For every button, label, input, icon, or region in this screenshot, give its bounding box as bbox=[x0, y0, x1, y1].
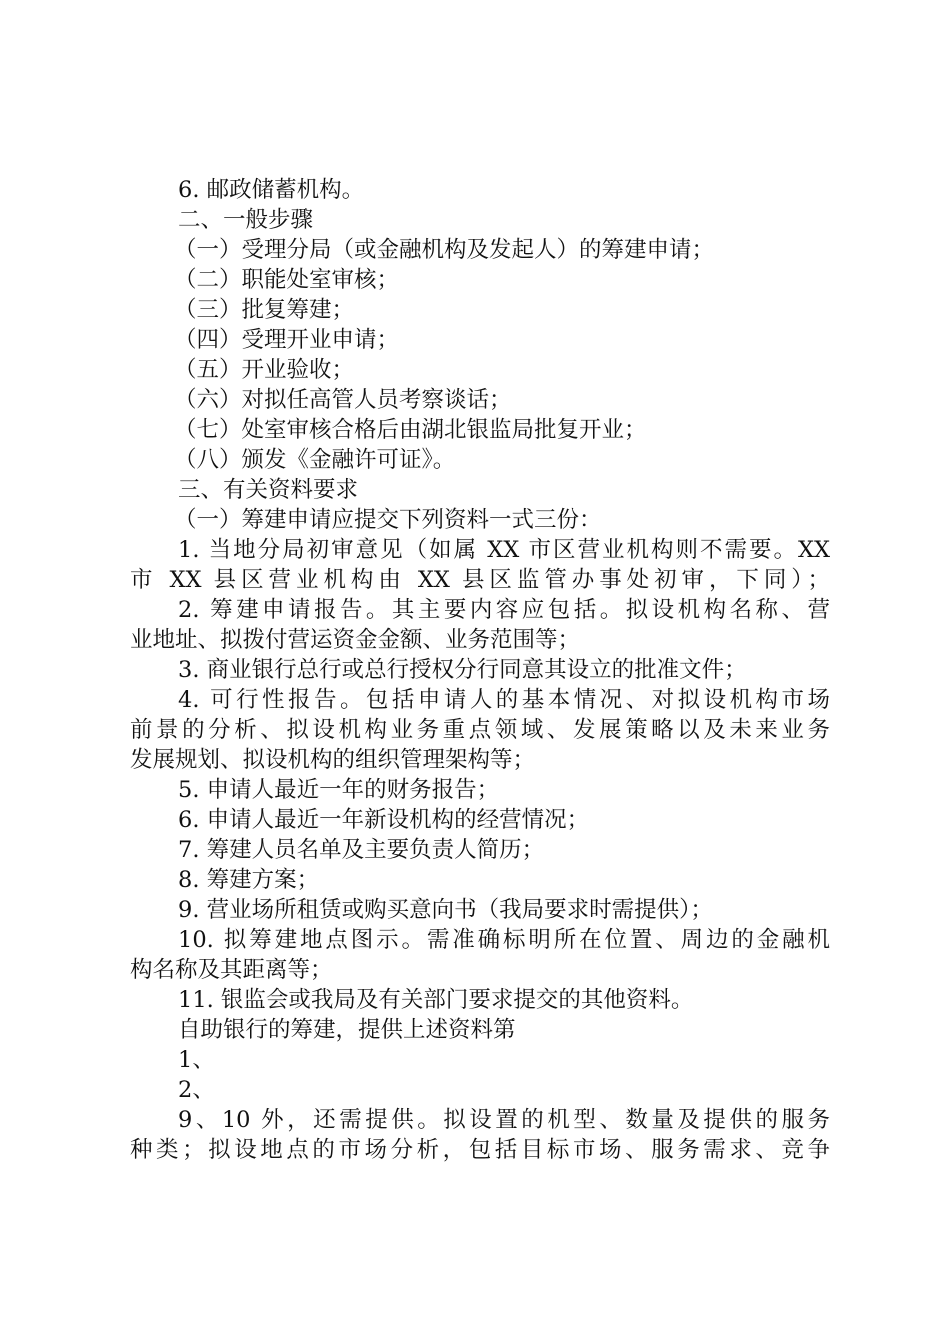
list-item: 2. 筹建申请报告。其主要内容应包括。拟设机构名称、营 bbox=[178, 597, 830, 623]
step-item: （二）职能处室审核； bbox=[174, 267, 400, 293]
section-heading: 二、一般步骤 bbox=[178, 207, 314, 233]
list-item: 4. 可行性报告。包括申请人的基本情况、对拟设机构市场 bbox=[178, 687, 830, 713]
paragraph-line: 种类；拟设地点的市场分析，包括目标市场、服务需求、竞争 bbox=[130, 1137, 830, 1163]
list-item: 5. 申请人最近一年的财务报告； bbox=[178, 777, 500, 803]
step-item: （一）受理分局（或金融机构及发起人）的筹建申请； bbox=[174, 237, 715, 263]
list-item-continuation: 构名称及其距离等； bbox=[130, 957, 333, 983]
step-item: （四）受理开业申请； bbox=[174, 327, 400, 353]
subsection-heading: （一）筹建申请应提交下列资料一式三份： bbox=[174, 507, 602, 533]
list-item: 11. 银监会或我局及有关部门要求提交的其他资料。 bbox=[178, 987, 694, 1013]
list-item: 8. 筹建方案； bbox=[178, 867, 320, 893]
step-item: （六）对拟任高管人员考察谈话； bbox=[174, 387, 512, 413]
step-item: （七）处室审核合格后由湖北银监局批复开业； bbox=[174, 417, 647, 443]
list-item: 10. 拟筹建地点图示。需准确标明所在位置、周边的金融机 bbox=[178, 927, 830, 953]
list-item: 3. 商业银行总行或总行授权分行同意其设立的批准文件； bbox=[178, 657, 747, 683]
list-item-continuation: 发展规划、拟设机构的组织管理架构等； bbox=[130, 747, 536, 773]
list-item: 9. 营业场所租赁或购买意向书（我局要求时需提供）； bbox=[178, 897, 713, 923]
paragraph-line: 9、10 外，还需提供。拟设置的机型、数量及提供的服务 bbox=[178, 1107, 830, 1133]
section-heading: 三、有关资料要求 bbox=[178, 477, 359, 503]
text-line: 6. 邮政储蓄机构。 bbox=[178, 177, 365, 203]
step-item: （八）颁发《金融许可证》。 bbox=[174, 447, 456, 473]
list-item-continuation: 市 XX 县区营业机构由 XX 县区监管办事处初审，下同）； bbox=[130, 567, 830, 593]
paragraph-line: 1、 bbox=[178, 1047, 215, 1073]
step-item: （五）开业验收； bbox=[174, 357, 355, 383]
list-item: 6. 申请人最近一年新设机构的经营情况； bbox=[178, 807, 590, 833]
paragraph-line: 自助银行的筹建，提供上述资料第 bbox=[178, 1017, 516, 1043]
list-item: 7. 筹建人员名单及主要负责人简历； bbox=[178, 837, 545, 863]
step-item: （三）批复筹建； bbox=[174, 297, 355, 323]
paragraph-line: 2、 bbox=[178, 1077, 215, 1103]
document-body bbox=[130, 175, 830, 1165]
list-item: 1. 当地分局初审意见（如属 XX 市区营业机构则不需要。XX bbox=[178, 537, 830, 563]
list-item-continuation: 前景的分析、拟设机构业务重点领域、发展策略以及未来业务 bbox=[130, 717, 830, 743]
list-item-continuation: 业地址、拟拨付营运资金金额、业务范围等； bbox=[130, 627, 581, 653]
